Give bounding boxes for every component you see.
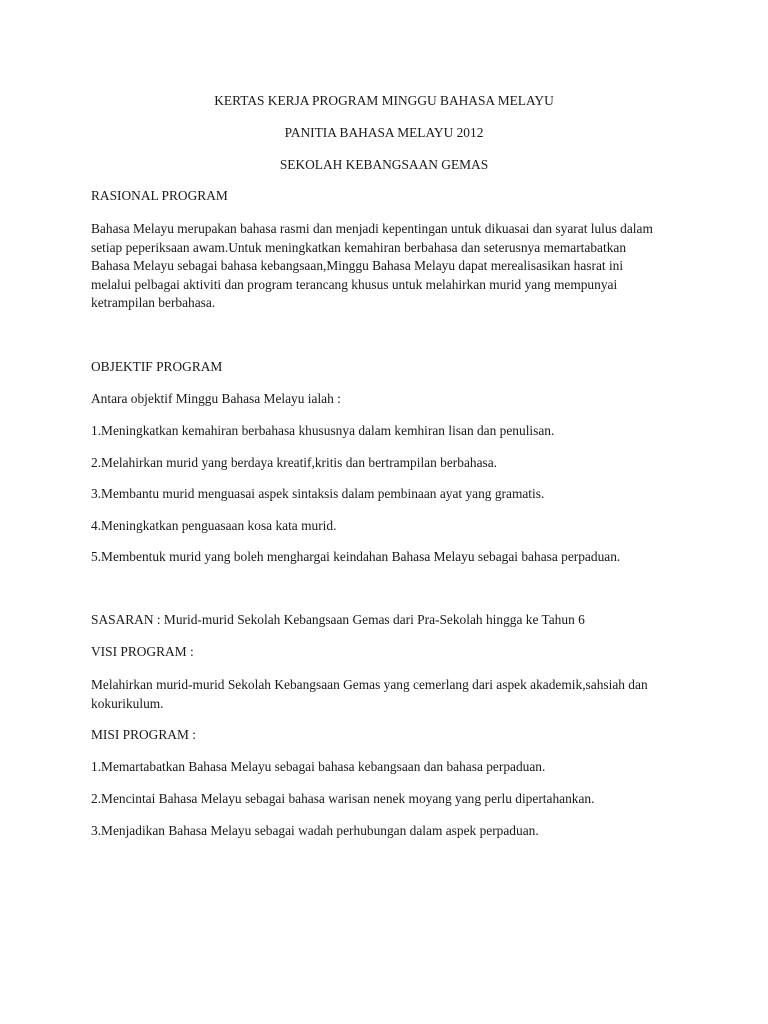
- rasional-heading: RASIONAL PROGRAM: [91, 188, 228, 203]
- misi-item: 3.Menjadikan Bahasa Melayu sebagai wadah perhubungan dalam aspek perpaduan.: [91, 823, 539, 838]
- school-name: SEKOLAH KEBANGSAAN GEMAS: [279, 157, 489, 172]
- rasional-line: setiap peperiksaan awam.Untuk meningkatkan kemahiran berbahasa dan seterusnya memartabatkan: [91, 239, 627, 255]
- committee-line: PANITIA BAHASA MELAYU 2012: [284, 125, 484, 140]
- objektif-heading: OBJEKTIF PROGRAM: [91, 359, 223, 374]
- objektif-item: 1.Meningkatkan kemahiran berbahasa khususnya dalam kemhiran lisan dan penulisan.: [91, 423, 555, 438]
- rasional-line: ketrampilan berbahasa.: [91, 295, 216, 310]
- visi-paragraph: [91, 676, 691, 713]
- misi-heading: MISI PROGRAM :: [91, 727, 196, 742]
- objektif-item: 3.Membantu murid menguasai aspek sintaksis dalam pembinaan ayat yang gramatis.: [91, 486, 545, 501]
- rasional-line: Bahasa Melayu merupakan bahasa rasmi dan menjadi kepentingan untuk dikuasai dan syarat lulus dalam: [91, 221, 653, 236]
- objektif-item: 5.Membentuk murid yang boleh menghargai keindahan Bahasa Melayu sebagai bahasa perpaduan.: [91, 549, 621, 564]
- rasional-line: Bahasa Melayu sebagai bahasa kebangsaan,Minggu Bahasa Melayu dapat merealisasikan hasrat ini: [91, 258, 624, 273]
- misi-item: 2.Mencintai Bahasa Melayu sebagai bahasa warisan nenek moyang yang perlu dipertahankan.: [91, 791, 595, 806]
- visi-line: kokurikulum.: [91, 695, 164, 711]
- rasional-paragraph: [91, 220, 691, 313]
- objektif-item: 2.Melahirkan murid yang berdaya kreatif,kritis dan bertrampilan berbahasa.: [91, 455, 498, 470]
- objektif-intro: Antara objektif Minggu Bahasa Melayu ialah :: [91, 391, 341, 406]
- misi-item: 1.Memartabatkan Bahasa Melayu sebagai bahasa kebangsaan dan bahasa perpaduan.: [91, 759, 546, 774]
- visi-heading: VISI PROGRAM :: [91, 644, 194, 659]
- document-title: KERTAS KERJA PROGRAM MINGGU BAHASA MELAYU: [214, 93, 554, 108]
- visi-line: Melahirkan murid-murid Sekolah Kebangsaan Gemas yang cemerlang dari aspek akademik,sahsiah dan: [91, 677, 648, 692]
- rasional-line: melalui pelbagai aktiviti dan program terancang khusus untuk melahirkan murid yang mempunyai: [91, 276, 618, 292]
- objektif-item: 4.Meningkatkan penguasaan kosa kata murid.: [91, 518, 337, 533]
- sasaran-line: SASARAN : Murid-murid Sekolah Kebangsaan Gemas dari Pra-Sekolah hingga ke Tahun 6: [91, 612, 585, 627]
